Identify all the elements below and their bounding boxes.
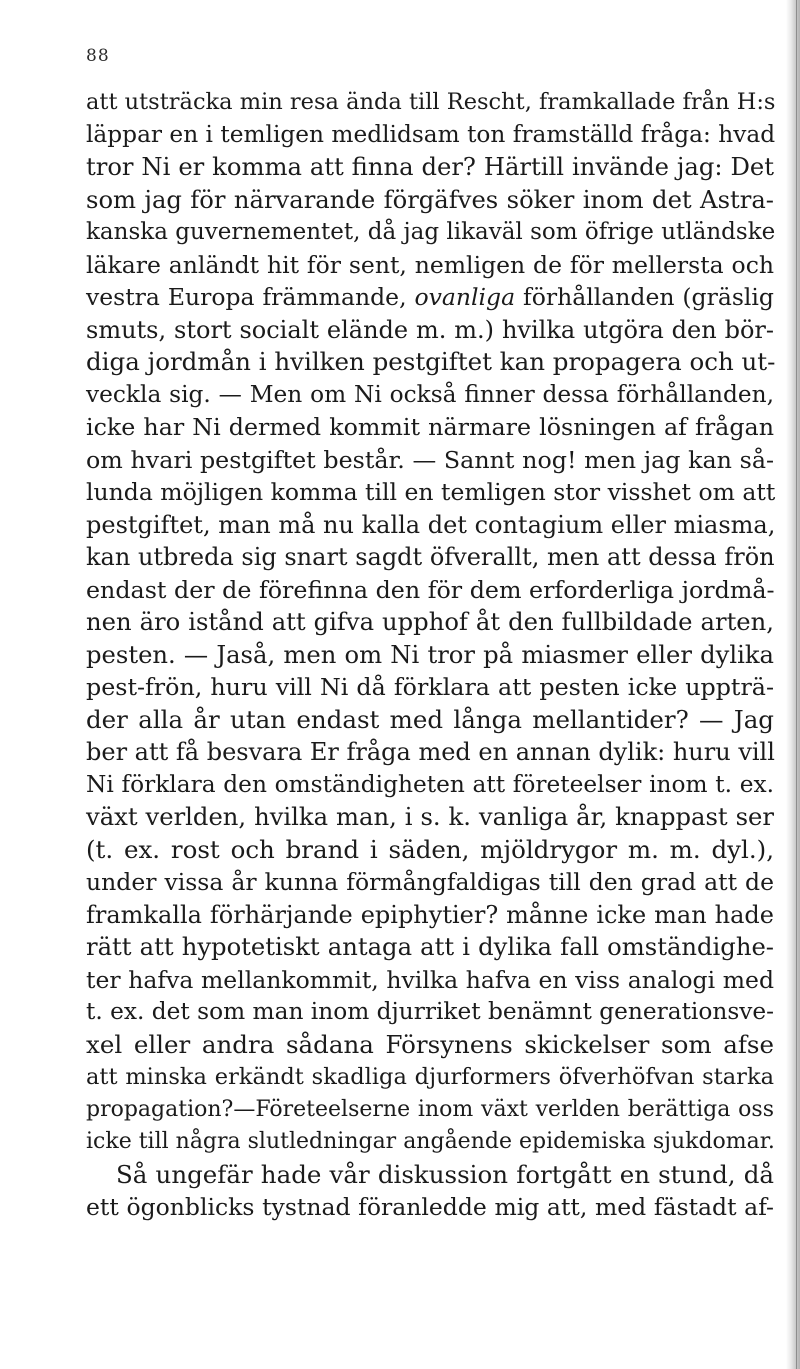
page-number: 88: [86, 46, 110, 66]
text-line: pesten. — Jaså, men om Ni tror på miasmer eller dylika: [86, 639, 774, 669]
text-line: der alla år utan endast med långa mellantider? — Jag: [86, 704, 774, 734]
text-line: ber att få besvara Er fråga med en annan dylik: huru vill: [86, 738, 775, 766]
text-line: pest-frön, huru vill Ni då förklara att pesten icke uppträ-: [86, 673, 774, 701]
text-line: framkalla förhärjande epiphytier? månne icke man hade: [86, 900, 774, 929]
text-segment: vestra Europa främmande,: [86, 283, 415, 311]
text-line: nen äro istånd att gifva upphof åt den fullbildade arten,: [86, 607, 774, 636]
text-line: att minska erkändt skadliga djurformers öfverhöfvan starka: [86, 1064, 774, 1090]
text-line: växt verlden, hvilka man, i s. k. vanliga år, knappast ser: [86, 802, 774, 831]
text-line: rätt att hypotetiskt antaga att i dylika fall omständighe-: [86, 932, 774, 961]
text-line: som jag för närvarande förgäfves söker inom det Astra-: [86, 184, 774, 214]
text-line: icke har Ni dermed kommit närmare lösningen af frågan: [86, 413, 774, 441]
text-line: propagation?—Företeelserne inom växt verlden berättiga oss: [86, 1096, 774, 1122]
text-line: icke till några slutledningar angående epidemiska sjukdomar.: [86, 1129, 775, 1154]
text-line: pestgiftet, man må nu kalla det contagium eller miasma,: [86, 510, 776, 539]
text-line: ett ögonblicks tystnad föranledde mig att, med fästadt af-: [86, 1193, 774, 1221]
text-line: att utsträcka min resa ända till Rescht, framkallade från H:s: [86, 89, 776, 115]
text-line: tror Ni er komma att finna der? Härtill invände jag: Det: [86, 152, 774, 181]
text-segment: förhållanden (gräslig: [515, 283, 774, 311]
text-line: ter hafva mellankommit, hvilka hafva en viss analogi med: [86, 965, 774, 994]
text-line-with-emphasis: [86, 281, 774, 314]
text-line: veckla sig. — Men om Ni också finner dessa förhållanden,: [86, 380, 774, 408]
text-line-paragraph-start: Så ungefär hade vår diskussion fortgått en stund, då: [116, 1159, 774, 1189]
text-line: läppar en i temligen medlidsam ton framställd fråga: hvad: [86, 120, 776, 148]
text-line: om hvari pestgiftet består. — Sannt nog! men jag kan så-: [86, 445, 774, 474]
text-line: under vissa år kunna förmångfaldigas till den grad att de: [86, 868, 774, 896]
text-line: (t. ex. rost och brand i säden, mjöldrygor m. m. dyl.),: [86, 834, 774, 864]
page-text: [86, 86, 774, 1224]
text-line: kanska guvernementet, då jag likaväl som öfrige utländske: [86, 219, 776, 245]
page-edge: [786, 0, 800, 1369]
text-line: smuts, stort socialt elände m. m.) hvilka utgöra den bör-: [86, 315, 774, 344]
text-line: diga jordmån i hvilken pestgiftet kan propagera och ut-: [86, 347, 776, 376]
text-line: lunda möjligen komma till en temligen stor visshet om att: [86, 478, 776, 506]
text-line: xel eller andra sådana Försynens skickelser som afse: [86, 1029, 774, 1059]
text-line: kan utbreda sig snart sagdt öfverallt, men att dessa frön: [86, 543, 775, 571]
text-line: endast der de förefinna den för dem erforderliga jordmå-: [86, 575, 775, 604]
text-line: läkare anländt hit för sent, nemligen de för mellersta och: [86, 250, 774, 279]
text-line: Ni förklara den omständigheten att företeelser inom t. ex.: [86, 770, 774, 798]
text-line: t. ex. det som man inom djurriket benämnt generationsve-: [86, 998, 774, 1025]
emphasis-ovanliga: ovanliga: [414, 283, 516, 311]
